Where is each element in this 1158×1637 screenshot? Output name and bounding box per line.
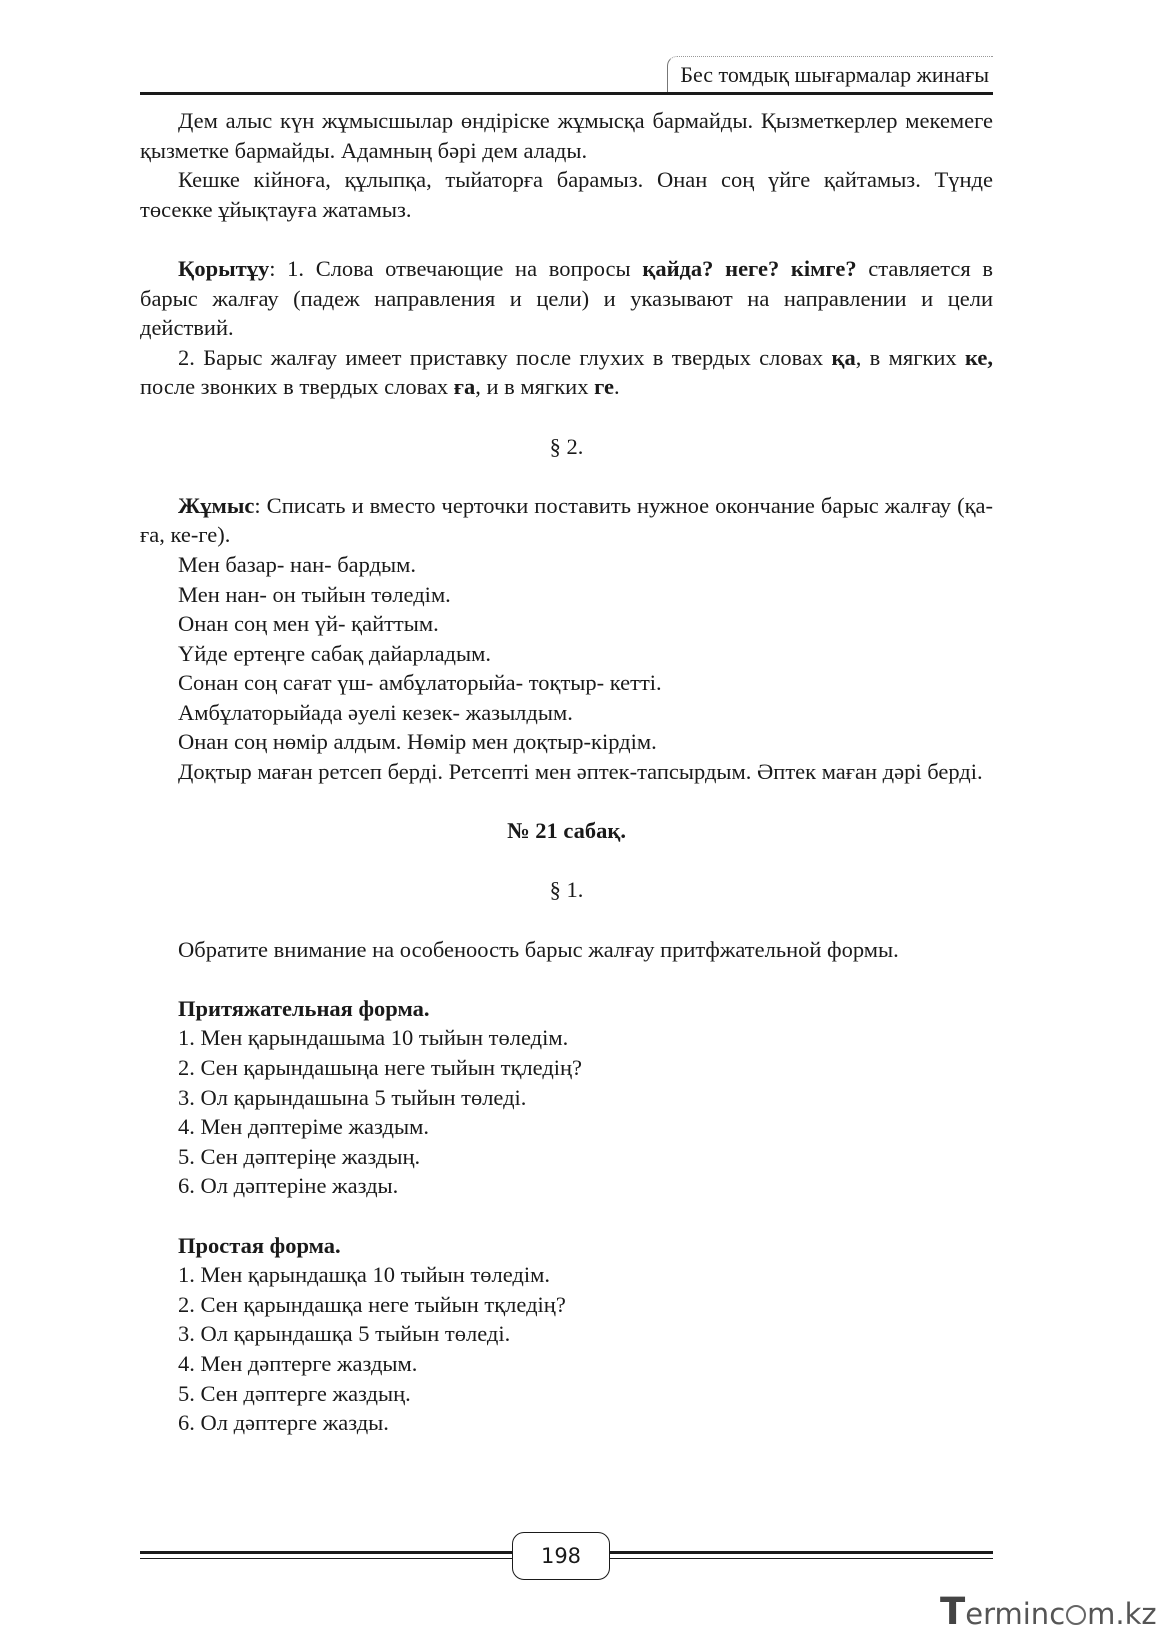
footer-rule-right xyxy=(608,1551,993,1554)
simple-item: 5. Сен дәптерге жаздың. xyxy=(178,1380,411,1406)
conclusion-label: Қорытұу xyxy=(178,255,270,281)
magnifier-icon xyxy=(1066,1605,1086,1625)
page-content xyxy=(140,106,993,1438)
running-header xyxy=(140,56,993,96)
exercise-line: Онан соң мен үй- қайттым. xyxy=(178,611,439,637)
exercise-line: Сонан соң сағат үш- амбұлаторыйа- тоқтыр- кетті. xyxy=(178,670,662,696)
attention-paragraph: Обратите внимание на особеноость барыс жалғау притфжательной формы. xyxy=(178,936,899,962)
header-rule xyxy=(140,92,993,95)
lesson-title: № 21 сабақ. xyxy=(507,818,626,844)
simple-item: 4. Мен дәптерге жаздым. xyxy=(178,1350,418,1376)
paragraph-weekend: Дем алыс күн жұмысшылар өндіріске жұмысқа бармайды. Қызметкерлер мекемеге қызметке бармайды. Адамның бәрі дем алады. xyxy=(140,108,993,163)
possessive-item: 4. Мен дәптеріме жаздым. xyxy=(178,1114,429,1140)
exercise-line: Амбұлаторыйада әуелі кезек- жазылдым. xyxy=(178,699,573,725)
simple-title: Простая форма. xyxy=(178,1232,341,1258)
termincom-logo: Terminc m.kz xyxy=(940,1590,1157,1633)
exercise-line: Мен нан- он тыйын төледім. xyxy=(178,581,451,607)
page-number: 198 xyxy=(512,1532,610,1580)
possessive-item: 5. Сен дәптеріңе жаздың. xyxy=(178,1143,421,1169)
simple-item: 6. Ол дәптерге жазды. xyxy=(178,1410,389,1436)
possessive-item: 3. Ол қарындашына 5 тыйын төледі. xyxy=(178,1084,527,1110)
possessive-item: 2. Сен қарындашыңа неге тыйын тқледің? xyxy=(178,1055,583,1080)
exercise-last-paragraph: Доқтыр маған ретсеп берді. Ретсепті мен әптек-тапсырдым. Әптек маған дәрі берді. xyxy=(178,759,983,785)
page-footer xyxy=(140,1532,993,1582)
header-frame xyxy=(667,56,993,93)
footer-rule-right-thin xyxy=(608,1558,993,1559)
exercise-line: Үйде ертеңге сабақ дайарладым. xyxy=(178,640,491,666)
question-words: қайда? неге? кімге? xyxy=(642,255,857,281)
section-heading: § 2. xyxy=(549,433,584,459)
conclusion-paragraph: Қорытұу: 1. Слова отвечающие на вопросы қайда? неге? кімге? ставляется в барыс жалғау (падеж направления и цели) и указывают на направлении и цели действий. xyxy=(140,255,993,341)
footer-rule-left-thin xyxy=(140,1558,512,1559)
exercise-line: Мен базар- нан- бардым. xyxy=(178,551,417,577)
simple-item: 1. Мен қарындашқа 10 тыйын төледім. xyxy=(178,1262,550,1288)
possessive-title: Притяжательная форма. xyxy=(178,995,430,1021)
paragraph-evening: Кешке кійноға, құлыпқа, тыйаторға барамыз. Онан соң үйге қайтамыз. Түнде төсекке ұйықтауға жатамыз. xyxy=(140,167,993,222)
footer-rule-left xyxy=(140,1551,512,1554)
simple-item: 2. Сен қарындашқа неге тыйын тқледің? xyxy=(178,1291,566,1317)
possessive-item: 1. Мен қарындашыма 10 тыйын төледім. xyxy=(178,1025,569,1051)
book-title: Бес томдық шығармалар жинағы xyxy=(680,62,989,87)
task-label: Жұмыс xyxy=(178,492,255,518)
task-paragraph: Жұмыс: Списать и вместо черточки поставить нужное окончание барыс жалғау (қа-ға, ке-ге). xyxy=(140,492,993,548)
lesson-section: § 1. xyxy=(549,877,584,903)
possessive-item: 6. Ол дәптеріне жазды. xyxy=(178,1173,399,1199)
simple-item: 3. Ол қарындашқа 5 тыйын төледі. xyxy=(178,1321,511,1347)
exercise-line: Онан соң нөмір алдым. Нөмір мен доқтыр-кірдім. xyxy=(178,729,657,755)
rule-paragraph: 2. Барыс жалғау имеет приставку после глухих в твердых словах қа, в мягких ке, после звонких в твердых словах ға, и в мягких ге. xyxy=(140,344,993,400)
